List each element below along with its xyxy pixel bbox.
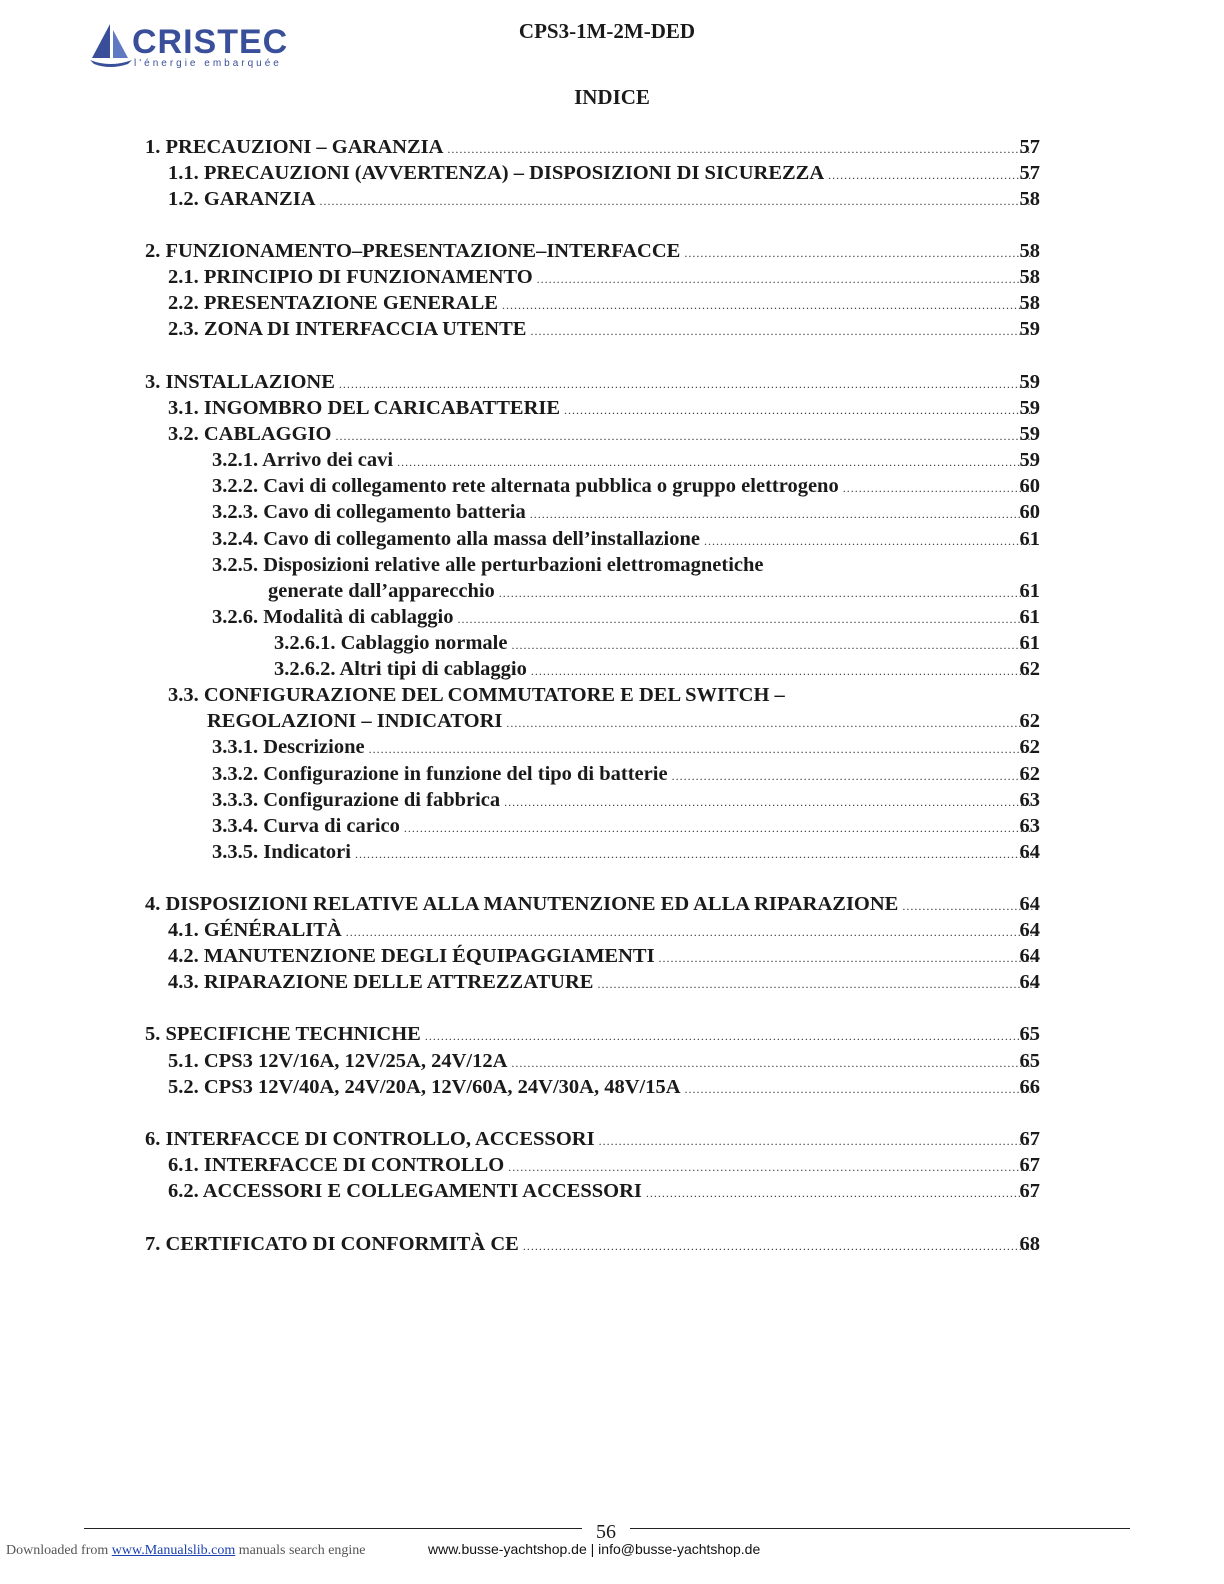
toc-entry[interactable]: 3.3.3. Configurazione di fabbrica ..... 63 — [212, 787, 1040, 813]
toc-entry[interactable]: 3.2.6.2. Altri tipi di cablaggio ..... 62 — [274, 656, 1040, 682]
download-notice — [6, 1542, 366, 1560]
toc-entry[interactable]: 2.2. PRESENTAZIONE GENERALE ..... 58 — [168, 290, 1040, 316]
logo-wordmark: CRISTEC — [132, 23, 289, 61]
toc-entry[interactable]: 3.2.6.1. Cablaggio normale ..... 61 — [274, 630, 1040, 656]
footer-rule-left — [84, 1528, 582, 1529]
toc-entry[interactable]: 3.2.1. Arrivo dei cavi ..... 59 — [212, 447, 1040, 473]
document-code: CPS3-1M-2M-DED — [518, 19, 696, 43]
toc-entry[interactable]: 5. SPECIFICHE TECHNICHE ..... 65 — [145, 1021, 1040, 1047]
toc-entry[interactable]: 4.2. MANUTENZIONE DEGLI ÉQUIPAGGIAMENTI ..... 64 — [168, 943, 1040, 969]
toc-entry[interactable]: 3.2.3. Cavo di collegamento batteria ..... 60 — [212, 499, 1040, 525]
toc-entry[interactable]: 7. CERTIFICATO DI CONFORMITÀ CE ..... 68 — [145, 1231, 1040, 1257]
toc-entry[interactable]: REGOLAZIONI – INDICATORI ..... 62 — [207, 708, 1040, 734]
shop-contact: www.busse-yachtshop.de | info@busse-yachtshop.de — [428, 1541, 761, 1557]
toc-entry[interactable]: 3.3.1. Descrizione ..... 62 — [212, 734, 1040, 760]
toc-entry[interactable]: 3. INSTALLAZIONE ..... 59 — [145, 369, 1040, 395]
toc-entry[interactable]: 4.3. RIPARAZIONE DELLE ATTREZZATURE ..... 64 — [168, 969, 1040, 995]
toc-entry[interactable]: 2. FUNZIONAMENTO–PRESENTAZIONE–INTERFACCE ..... 58 — [145, 238, 1040, 264]
toc-entry[interactable]: 6.2. ACCESSORI E COLLEGAMENTI ACCESSORI ..... 67 — [168, 1178, 1040, 1204]
manualslib-link[interactable]: www.Manualslib.com — [111, 1543, 236, 1558]
footer-rule-right — [630, 1528, 1130, 1529]
toc-entry[interactable]: 3.2.2. Cavi di collegamento rete alternata pubblica o gruppo elettrogeno ..... 60 — [212, 473, 1040, 499]
toc-entry[interactable]: 5.2. CPS3 12V/40A, 24V/20A, 12V/60A, 24V/30A, 48V/15A ..... 66 — [168, 1074, 1040, 1100]
toc-entry[interactable]: 2.3. ZONA DI INTERFACCIA UTENTE ..... 59 — [168, 316, 1040, 342]
toc-entry[interactable]: generate dall’apparecchio ..... 61 — [268, 578, 1040, 604]
toc-entry[interactable]: 4. DISPOSIZIONI RELATIVE ALLA MANUTENZIONE ED ALLA RIPARAZIONE ..... 64 — [145, 891, 1040, 917]
toc-entry[interactable]: 6. INTERFACCE DI CONTROLLO, ACCESSORI ..... 67 — [145, 1126, 1040, 1152]
toc-entry[interactable]: 1.2. GARANZIA ..... 58 — [168, 186, 1040, 212]
page-number: 56 — [596, 1521, 616, 1543]
toc-entry[interactable]: 3.3.4. Curva di carico ..... 63 — [212, 813, 1040, 839]
index-title: INDICE — [574, 85, 650, 109]
toc-entry[interactable]: 3.2.4. Cavo di collegamento alla massa dell’installazione ..... 61 — [212, 526, 1040, 552]
toc-entry[interactable]: 3.2.6. Modalità di cablaggio ..... 61 — [212, 604, 1040, 630]
toc-entry[interactable]: 3.3.5. Indicatori ..... 64 — [212, 839, 1040, 865]
toc-entry[interactable]: 3.1. INGOMBRO DEL CARICABATTERIE ..... 59 — [168, 395, 1040, 421]
toc-entry[interactable]: 2.1. PRINCIPIO DI FUNZIONAMENTO ..... 58 — [168, 264, 1040, 290]
toc-entry[interactable]: 3.2.5. Disposizioni relative alle perturbazioni elettromagnetiche — [212, 554, 764, 576]
toc-entry[interactable]: 1.1. PRECAUZIONI (AVVERTENZA) – DISPOSIZIONI DI SICUREZZA ..... 57 — [168, 160, 1040, 186]
download-prefix: Downloaded from — [6, 1543, 109, 1558]
toc-entry[interactable]: 6.1. INTERFACCE DI CONTROLLO ..... 67 — [168, 1152, 1040, 1178]
download-suffix: manuals search engine — [238, 1543, 366, 1558]
toc-entry[interactable]: 1. PRECAUZIONI – GARANZIA ..... 57 — [145, 134, 1040, 160]
toc-entry[interactable]: 5.1. CPS3 12V/16A, 12V/25A, 24V/12A ..... 65 — [168, 1048, 1040, 1074]
toc-entry[interactable]: 3.3. CONFIGURAZIONE DEL COMMUTATORE E DEL SWITCH – — [168, 684, 785, 706]
toc-entry[interactable]: 4.1. GÉNÉRALITÀ ..... 64 — [168, 917, 1040, 943]
logo-tagline: l'énergie embarquée — [134, 58, 282, 69]
toc-entry[interactable]: 3.3.2. Configurazione in funzione del tipo di batterie ..... 62 — [212, 761, 1040, 787]
toc-entry[interactable]: 3.2. CABLAGGIO ..... 59 — [168, 421, 1040, 447]
